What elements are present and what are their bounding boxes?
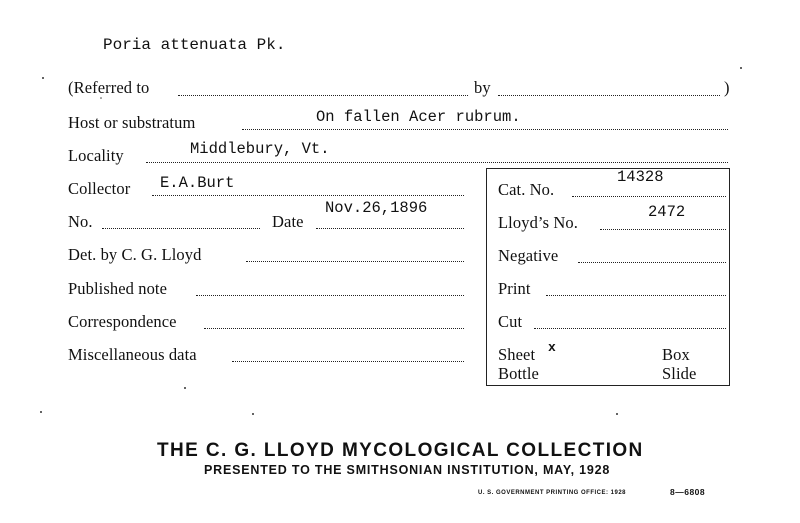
collection-title: THE C. G. LLOYD MYCOLOGICAL COLLECTION — [157, 440, 644, 461]
cat-no-label: Cat. No. — [498, 180, 555, 199]
collector-label: Collector — [68, 179, 131, 198]
printing-office-note: U. S. GOVERNMENT PRINTING OFFICE: 1928 — [478, 490, 627, 496]
correspondence-label: Correspondence — [68, 312, 177, 331]
host-value: On fallen Acer rubrum. — [316, 108, 521, 126]
sheet-label: Sheet — [498, 345, 536, 364]
cut-label: Cut — [498, 312, 523, 331]
date-label: Date — [272, 212, 304, 231]
collection-subtitle: PRESENTED TO THE SMITHSONIAN INSTITUTION, MAY, 1928 — [204, 463, 611, 477]
form-code: 8—6808 — [670, 487, 706, 497]
negative-label: Negative — [498, 246, 559, 265]
referred-to-label: (Referred to — [68, 78, 150, 97]
species-name: Poria attenuata Pk. — [103, 36, 286, 54]
slide-label: Slide — [662, 364, 697, 383]
sheet-check-mark: x — [548, 340, 556, 355]
print-label: Print — [498, 279, 531, 298]
cat-no-value: 14328 — [617, 168, 664, 186]
lloyd-no-value: 2472 — [648, 203, 686, 221]
by-label: by — [474, 78, 491, 97]
locality-label: Locality — [68, 146, 124, 165]
no-label: No. — [68, 212, 93, 231]
close-paren: ) — [724, 78, 730, 97]
host-label: Host or substratum — [68, 113, 196, 132]
collector-value: E.A.Burt — [160, 174, 235, 192]
det-label: Det. by C. G. Lloyd — [68, 245, 202, 264]
bottle-label: Bottle — [498, 364, 539, 383]
lloyd-no-label: Lloyd’s No. — [498, 213, 578, 232]
locality-value: Middlebury, Vt. — [190, 140, 330, 158]
date-value: Nov.26,1896 — [325, 199, 428, 217]
misc-label: Miscellaneous data — [68, 345, 197, 364]
published-label: Published note — [68, 279, 168, 298]
box-label: Box — [662, 345, 690, 364]
